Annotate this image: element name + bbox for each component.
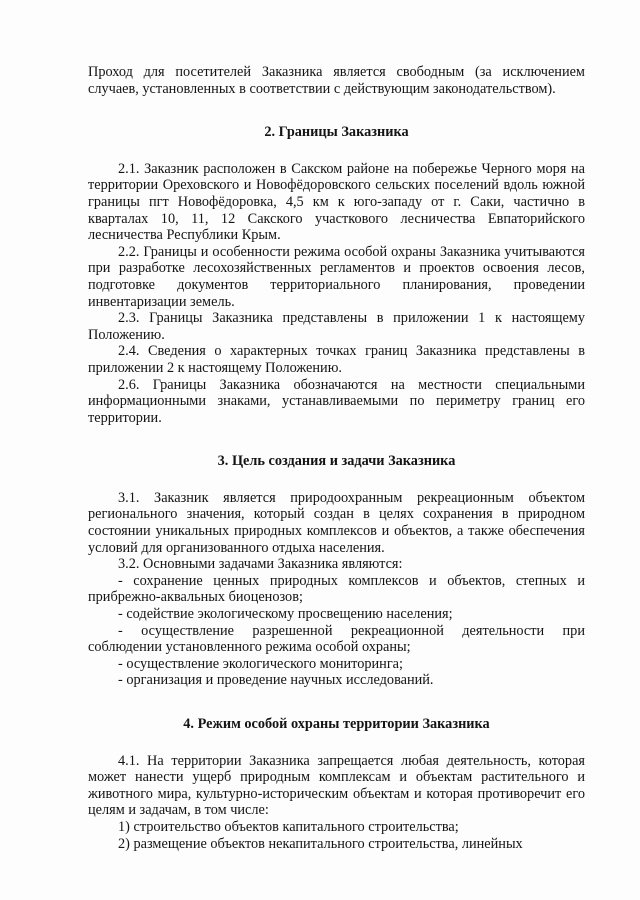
list-item: - осуществление разрешенной рекреационной деятельности при соблюдении установленного режима особой охраны; (88, 622, 585, 656)
spacer (88, 733, 585, 753)
list-item: - содействие экологическому просвещению населения; (118, 606, 453, 623)
intro-paragraph: Проход для посетителей Заказника является свободным (за исключением случаев, установленных в соответствии с действующим законодательством). (88, 64, 585, 97)
list-item: - сохранение ценных природных комплексов и объектов, степных и прибрежно-аквальных биоценозов; (88, 572, 585, 606)
document-body (88, 64, 585, 852)
section-2-heading: 2. Границы Заказника (264, 124, 409, 141)
spacer (88, 470, 585, 490)
paragraph-4-1: 4.1. На территории Заказника запрещается любая деятельность, которая может нанести ущерб природным комплексам и объектам растительного и животного мира, культурно-историческим объектам и которая противоречит его целям и задачам, в том числе: (88, 752, 585, 819)
spacer (88, 689, 585, 716)
paragraph-2-6: 2.6. Границы Заказника обозначаются на местности специальными информационными знаками, устанавливаемыми по периметру границ его территории. (88, 376, 585, 426)
spacer (88, 426, 585, 453)
list-item: - организация и проведение научных исследований. (118, 672, 434, 689)
spacer (88, 141, 585, 161)
list-item: 2) размещение объектов некапитального строительства, линейных (118, 835, 523, 852)
list-item: - осуществление экологического мониторинга; (118, 655, 404, 672)
section-3-heading: 3. Цель создания и задачи Заказника (217, 453, 456, 470)
paragraph-2-3: 2.3. Границы Заказника представлены в приложении 1 к настоящему Положению. (88, 310, 585, 343)
paragraph-3-2: 3.2. Основными задачами Заказника являются: (118, 556, 403, 573)
paragraph-2-2: 2.2. Границы и особенности режима особой охраны Заказника учитываются при разработке лесохозяйственных регламентов и проектов освоения лесов, подготовке документов территориального планирования, проведении инвентаризации земель. (88, 243, 585, 310)
paragraph-3-1: 3.1. Заказник является природоохранным рекреационным объектом регионального значения, который создан в целях сохранения в природном состоянии уникальных природных комплексов и объектов, а также обеспечения условий для организованного отдыха населения. (88, 489, 585, 556)
list-item: 1) строительство объектов капитального строительства; (118, 818, 459, 835)
paragraph-2-4: 2.4. Сведения о характерных точках границ Заказника представлены в приложении 2 к настоящему Положению. (88, 343, 585, 376)
paragraph-2-1: 2.1. Заказник расположен в Сакском районе на побережье Черного моря на территории Ореховского и Новофёдоровского сельских поселений вдоль южной границы пгт Новофёдоровка, 4,5 км к юго-западу от г. Саки, частично в кварталах 10, 11, 12 Сакского участкового лесничества Евпаторийского лесничества Республики Крым. (88, 160, 585, 244)
section-4-heading: 4. Режим особой охраны территории Заказника (183, 716, 490, 732)
spacer (88, 97, 585, 124)
